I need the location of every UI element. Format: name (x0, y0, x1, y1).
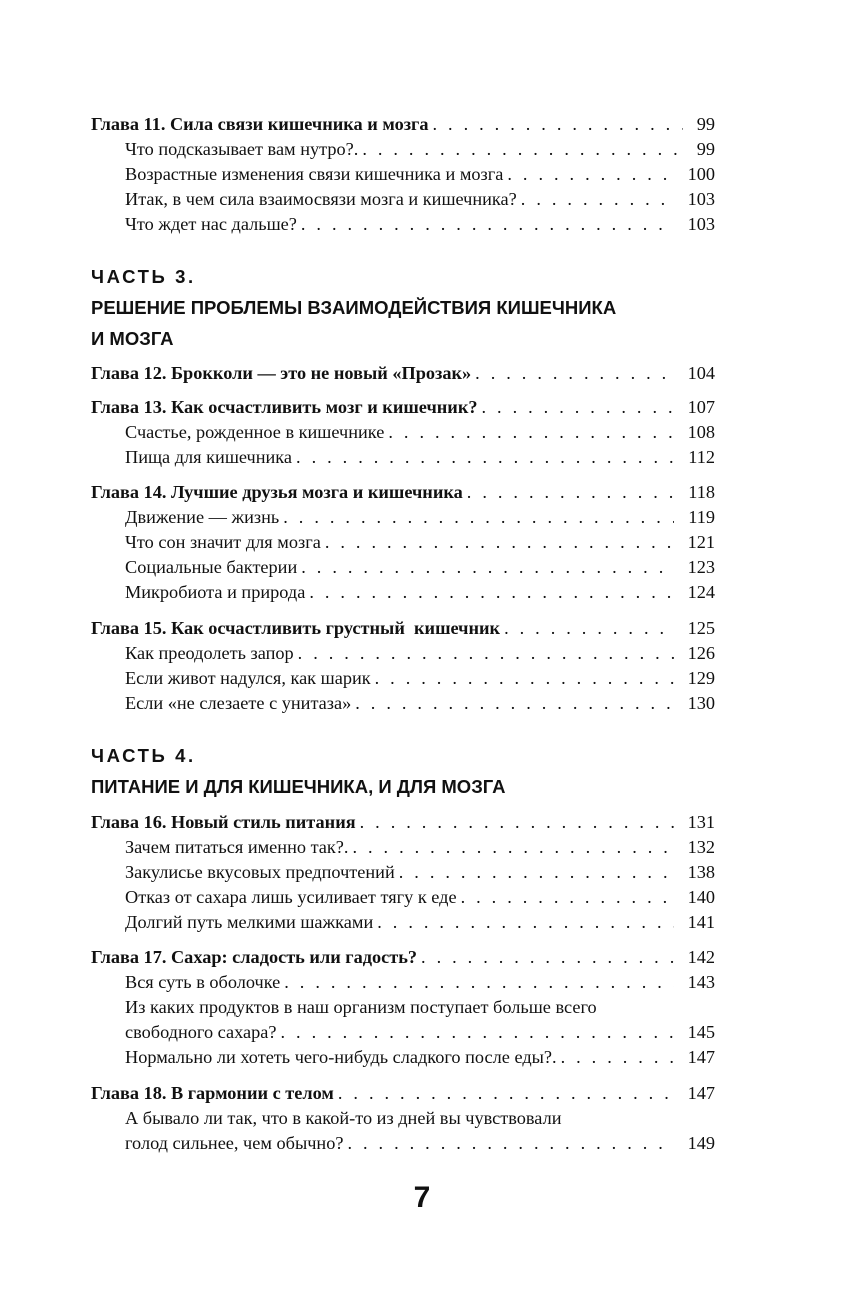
page-number: 124 (687, 582, 715, 602)
toc-title: Что сон значит для мозга (125, 532, 321, 552)
toc-title: Как преодолеть запор (125, 643, 294, 663)
toc-title: Движение — жизнь (125, 507, 280, 527)
page-number: 112 (688, 447, 715, 467)
dot-leader (429, 112, 683, 137)
toc-title: Глава 12. Брокколи — это не новый «Прозак» (91, 363, 472, 383)
page-number: 99 (696, 139, 715, 159)
toc-chapter-11[interactable] (91, 112, 715, 137)
toc-title: свободного сахара? (125, 1022, 277, 1042)
page-number: 147 (687, 1083, 715, 1103)
dot-leader (463, 480, 674, 505)
toc-subsection[interactable] (125, 212, 715, 237)
toc-title: Глава 13. Как осчастливить мозг и кишечник? (91, 397, 478, 417)
toc-chapter-13[interactable] (91, 395, 715, 420)
dot-leader (292, 445, 674, 470)
page-number: 100 (687, 164, 715, 184)
dot-leader (478, 395, 674, 420)
dot-leader (471, 361, 673, 386)
toc-title: Пища для кишечника (125, 447, 293, 467)
toc-title: Закулисье вкусовых предпочтений (125, 862, 395, 882)
toc-subsection[interactable] (125, 1020, 715, 1045)
toc-subsection[interactable] (125, 580, 715, 605)
toc-chapter-18[interactable] (91, 1081, 715, 1106)
toc-subsection[interactable] (125, 910, 715, 935)
toc-title: Отказ от сахара лишь усиливает тягу к еде (125, 887, 457, 907)
toc-title: Если «не слезаете с унитаза» (125, 693, 352, 713)
toc-subsection[interactable] (125, 860, 715, 885)
dot-leader (280, 970, 673, 995)
toc-subsection[interactable] (125, 505, 715, 530)
toc-subsection[interactable] (125, 162, 715, 187)
page-number: 145 (687, 1022, 715, 1042)
toc-title: Нормально ли хотеть чего-нибудь сладкого после еды?. (125, 1047, 557, 1067)
toc-title: Если живот надулся, как шарик (125, 668, 371, 688)
page-number: 119 (688, 507, 715, 527)
page-number: 142 (687, 947, 715, 967)
page-number: 143 (687, 972, 715, 992)
toc-subsection[interactable] (125, 641, 715, 666)
dot-leader (351, 691, 673, 716)
page-number: 141 (687, 912, 715, 932)
page-number: 103 (687, 189, 715, 209)
dot-leader (371, 666, 674, 691)
dot-leader (297, 212, 674, 237)
part-4-title-line-1: ПИТАНИЕ И ДЛЯ КИШЕЧНИКА, И ДЛЯ МОЗГА (91, 776, 506, 797)
toc-subsection[interactable] (125, 1131, 715, 1156)
toc-title: Глава 16. Новый стиль питания (91, 812, 356, 832)
toc-title: Что подсказывает вам нутро?. (125, 139, 359, 159)
toc-subsection-first-line[interactable]: Из каких продуктов в наш организм поступает больше всего (125, 997, 597, 1017)
toc-chapter-15[interactable] (91, 616, 715, 641)
page-number: 103 (687, 214, 715, 234)
toc-subsection[interactable] (125, 137, 715, 162)
page-number: 131 (687, 812, 715, 832)
toc-chapter-12[interactable] (91, 361, 715, 386)
toc-title: Глава 14. Лучшие друзья мозга и кишечника (91, 482, 463, 502)
toc-title: Возрастные изменения связи кишечника и мозга (125, 164, 504, 184)
toc-title: Глава 11. Сила связи кишечника и мозга (91, 114, 429, 134)
dot-leader (500, 616, 674, 641)
dot-leader (457, 885, 674, 910)
dot-leader (279, 505, 674, 530)
page-number: 129 (687, 668, 715, 688)
page-number: 149 (687, 1133, 715, 1153)
toc-subsection[interactable] (125, 530, 715, 555)
dot-leader (305, 580, 673, 605)
dot-leader (417, 945, 674, 970)
toc-chapter-17[interactable] (91, 945, 715, 970)
page-number: 99 (696, 114, 715, 134)
toc-title: Глава 18. В гармонии с телом (91, 1083, 334, 1103)
page-number: 125 (687, 618, 715, 638)
toc-title: Долгий путь мелкими шажками (125, 912, 374, 932)
toc-title: Счастье, рожденное в кишечнике (125, 422, 385, 442)
page-number: 104 (687, 363, 715, 383)
page-number: 108 (687, 422, 715, 442)
page-number: 132 (687, 837, 715, 857)
toc-chapter-16[interactable] (91, 810, 715, 835)
page-number: 123 (687, 557, 715, 577)
dot-leader (358, 137, 682, 162)
dot-leader (356, 810, 674, 835)
toc-subsection[interactable] (125, 1045, 715, 1070)
toc-title: Глава 15. Как осчастливить грустный кишечник (91, 618, 501, 638)
toc-subsection[interactable] (125, 555, 715, 580)
dot-leader (321, 530, 674, 555)
toc-title: голод сильнее, чем обычно? (125, 1133, 344, 1153)
part-3-title-line-1: РЕШЕНИЕ ПРОБЛЕМЫ ВЗАИМОДЕЙСТВИЯ КИШЕЧНИКА (91, 297, 617, 318)
part-4-label: ЧАСТЬ 4. (91, 745, 196, 766)
page-folio: 7 (413, 1181, 431, 1214)
toc-subsection[interactable] (125, 666, 715, 691)
page-number: 121 (687, 532, 715, 552)
toc-chapter-14[interactable] (91, 480, 715, 505)
toc-title: Социальные бактерии (125, 557, 298, 577)
toc-subsection-first-line[interactable]: А бывало ли так, что в какой-то из дней вы чувствовали (125, 1108, 562, 1128)
dot-leader (297, 555, 673, 580)
page-number: 140 (687, 887, 715, 907)
page-number: 130 (687, 693, 715, 713)
toc-subsection[interactable] (125, 691, 715, 716)
page-number: 138 (687, 862, 715, 882)
dot-leader (348, 835, 673, 860)
toc-title: Зачем питаться именно так?. (125, 837, 349, 857)
toc-subsection[interactable] (125, 420, 715, 445)
toc-subsection[interactable] (125, 445, 715, 470)
page-number: 147 (687, 1047, 715, 1067)
part-3-label: ЧАСТЬ 3. (91, 266, 196, 287)
toc-subsection[interactable] (125, 835, 715, 860)
dot-leader (343, 1131, 673, 1156)
page-number: 107 (687, 397, 715, 417)
page-number: 118 (688, 482, 715, 502)
toc-title: Что ждет нас дальше? (125, 214, 297, 234)
dot-leader (395, 860, 674, 885)
page-number: 126 (687, 643, 715, 663)
dot-leader (517, 187, 674, 212)
toc-title: Итак, в чем сила взаимосвязи мозга и кишечника? (125, 189, 517, 209)
toc-subsection[interactable] (125, 885, 715, 910)
toc-subsection[interactable] (125, 970, 715, 995)
dot-leader (294, 641, 674, 666)
dot-leader (384, 420, 673, 445)
dot-leader (503, 162, 673, 187)
dot-leader (373, 910, 673, 935)
toc-title: Глава 17. Сахар: сладость или гадость? (91, 947, 418, 967)
dot-leader (277, 1020, 674, 1045)
dot-leader (334, 1081, 674, 1106)
toc-title: Вся суть в оболочке (125, 972, 281, 992)
dot-leader (557, 1045, 674, 1070)
toc-title: Микробиота и природа (125, 582, 306, 602)
toc-subsection[interactable] (125, 187, 715, 212)
part-3-title-line-2: И МОЗГА (91, 328, 174, 349)
